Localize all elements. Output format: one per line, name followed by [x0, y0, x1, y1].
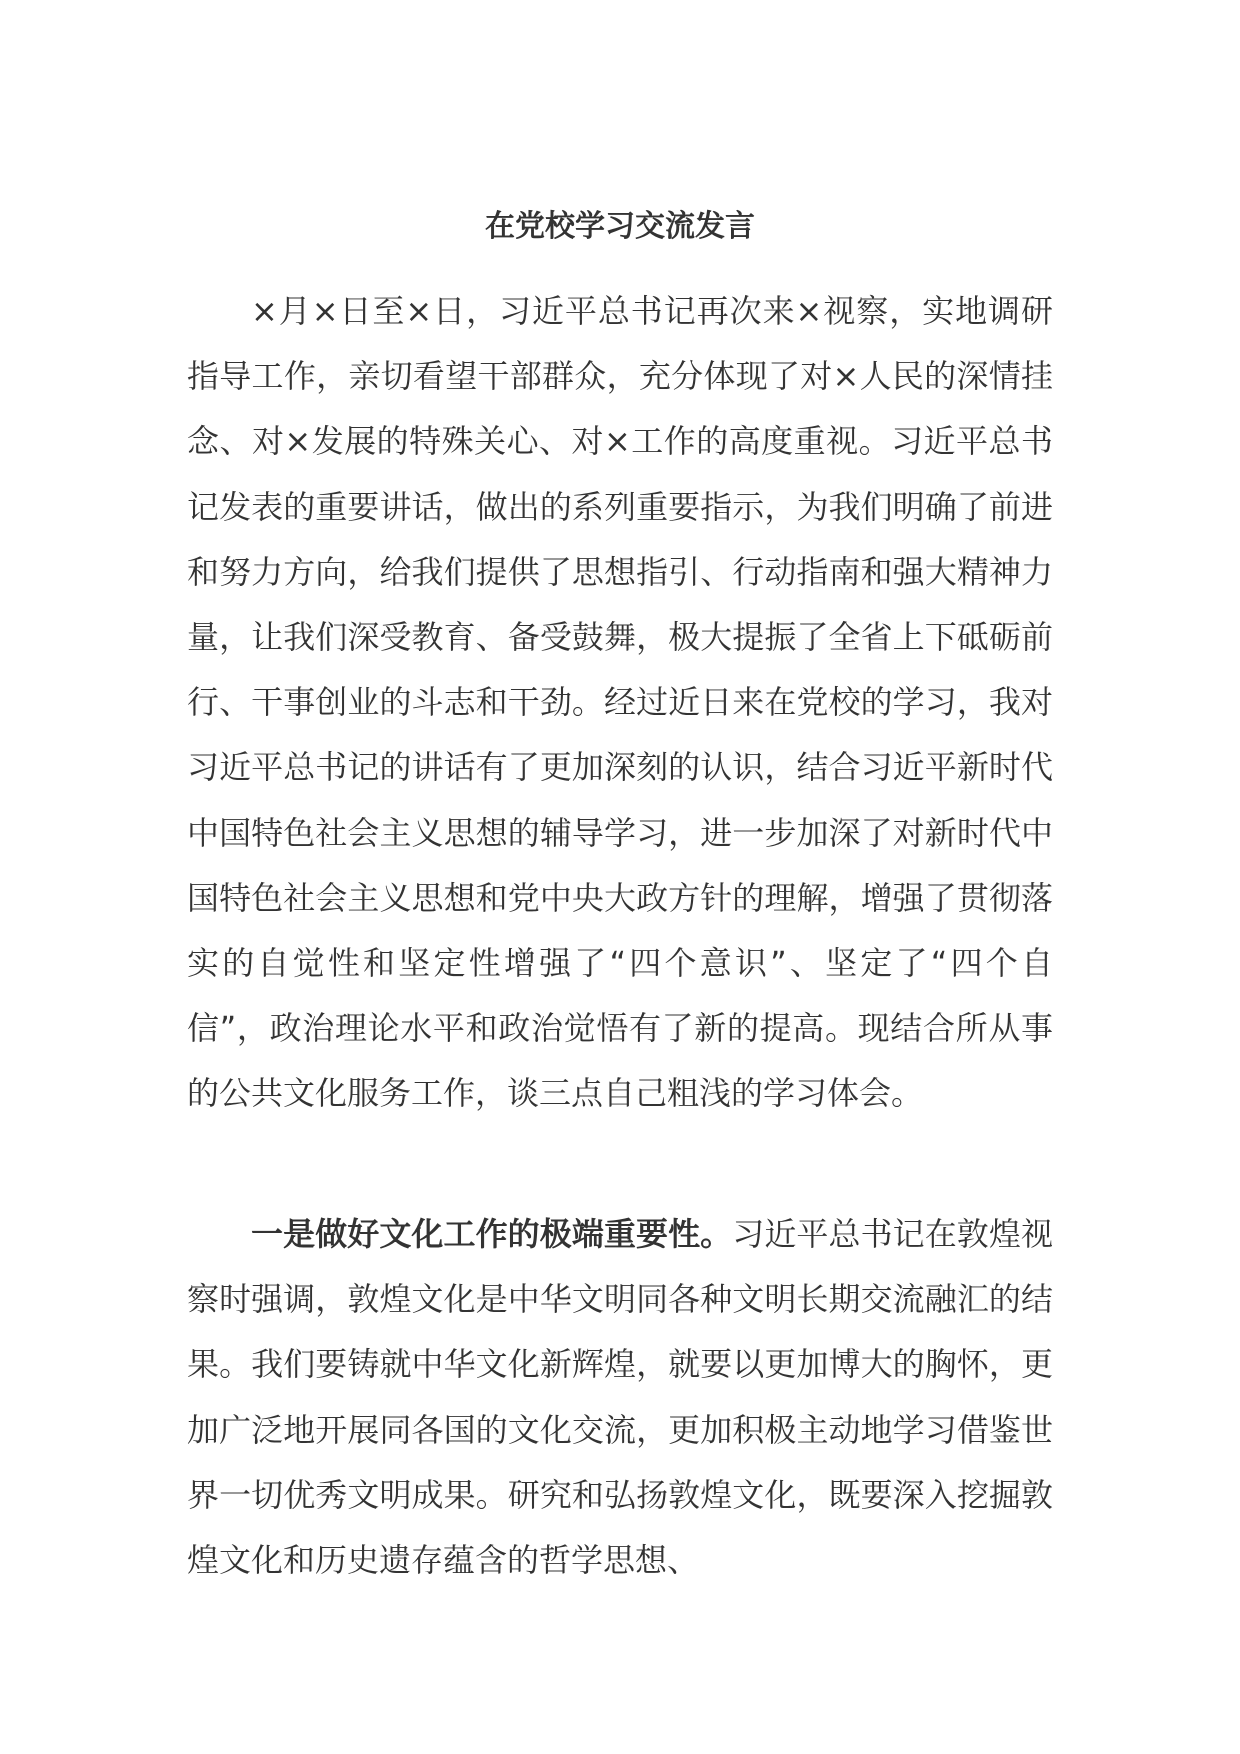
document-title: 在党校学习交流发言 [485, 209, 755, 244]
paragraph-intro [187, 279, 1053, 1127]
paragraph-body: 习近平总书记在敦煌视察时强调，敦煌文化是中华文明同各种文明长期交流融汇的结果。我们要铸就中华文化新辉煌，就要以更加博大的胸怀，更加广泛地开展同各国的文化交流，更加积极主动地学习借鉴世界一切优秀文明成果。研究和弘扬敦煌文化，既要深入挖掘敦煌文化和历史遗存蕴含的哲学思想、 [187, 1215, 1053, 1580]
paragraph-point-one [187, 1202, 1053, 1593]
paragraph-body: ×月×日至×日，习近平总书记再次来×视察，实地调研指导工作，亲切看望干部群众，充分体现了对×人民的深情挂念、对×发展的特殊关心、对×工作的高度重视。习近平总书记发表的重要讲话，做出的系列重要指示，为我们明确了前进和努力方向，给我们提供了思想指引、行动指南和强大精神力量，让我们深受教育、备受鼓舞，极大提振了全省上下砥砺前行、干事创业的斗志和干劲。经过近日来在党校的学习，我对习近平总书记的讲话有了更加深刻的认识，结合习近平新时代中国特色社会主义思想的辅导学习，进一步加深了对新时代中国特色社会主义思想和党中央大政方针的理解，增强了贯彻落实的自觉性和坚定性增强了“四个意识”、坚定了“四个自信”，政治理论水平和政治觉悟有了新的提高。现结合所从事的公共文化服务工作，谈三点自己粗浅的学习体会。 [187, 292, 1053, 1113]
paragraph-lead-heading: 一是做好文化工作的极端重要性。 [251, 1215, 733, 1253]
